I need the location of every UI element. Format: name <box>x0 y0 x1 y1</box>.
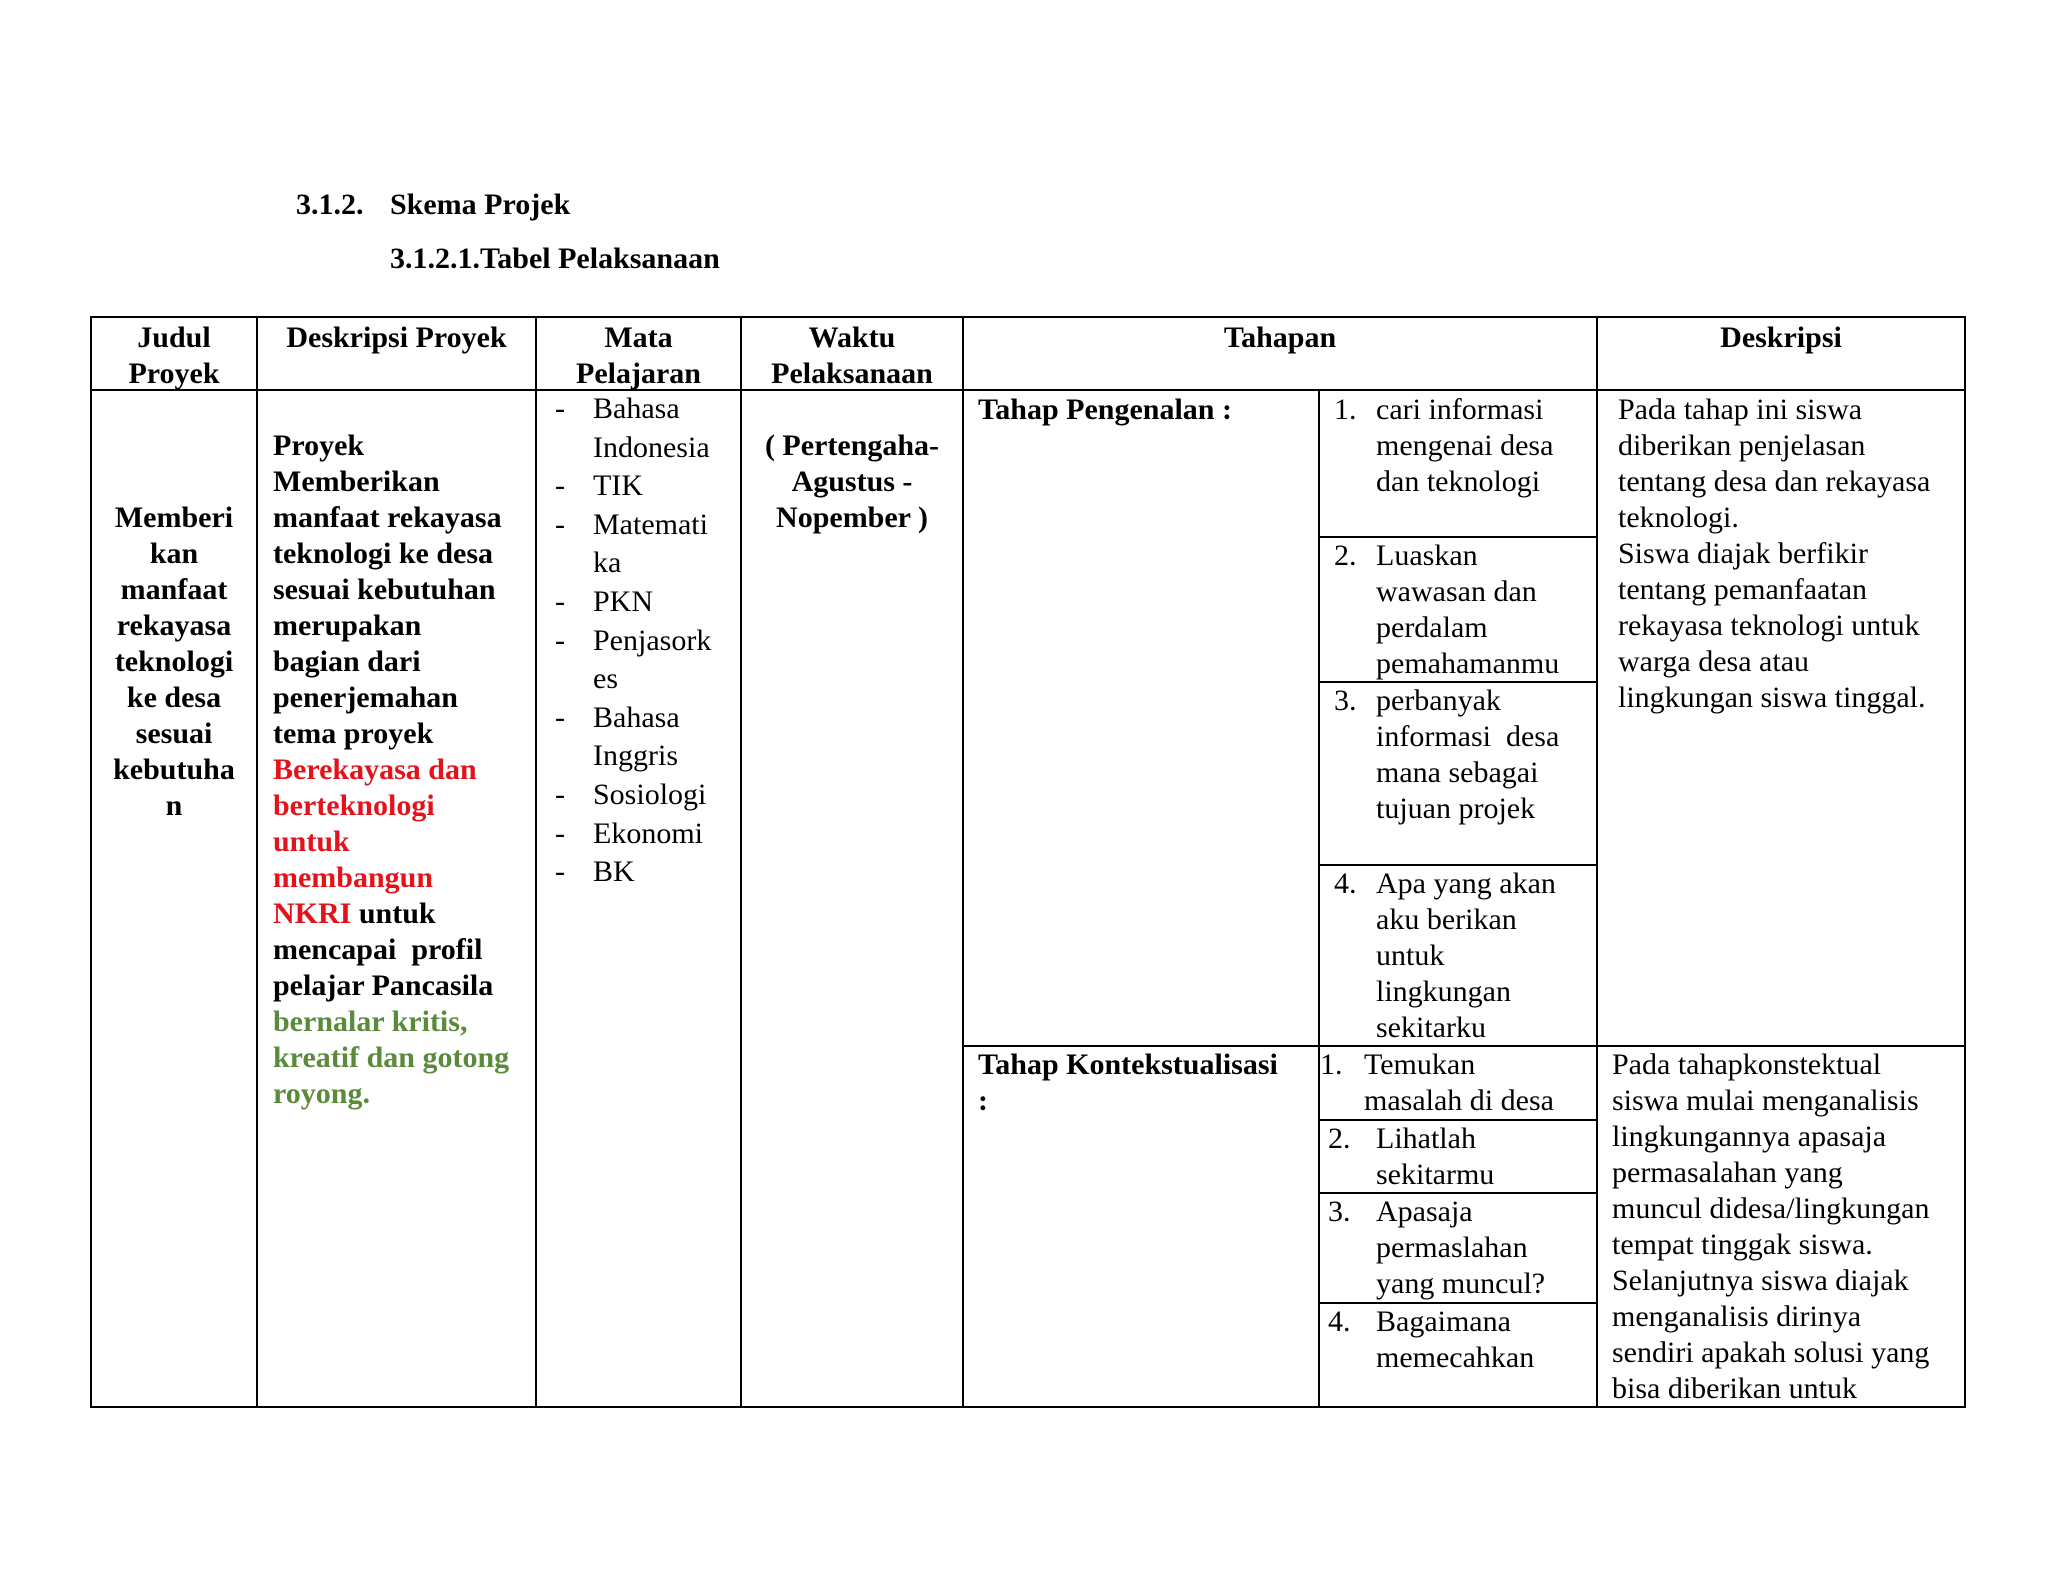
step-number: 1. <box>1320 1048 1343 1081</box>
list-item <box>555 776 735 815</box>
deskripsi-line: Selanjutnya siswa diajak <box>1612 1264 1909 1297</box>
step-text: aku berikan <box>1376 903 1517 936</box>
judul-line: kebutuha <box>113 753 235 786</box>
deskripsi-line: pelajar Pancasila <box>273 969 494 1002</box>
deskripsi-proyek-cell <box>273 428 535 1112</box>
deskripsi-line: rekayasa teknologi untuk <box>1618 609 1920 642</box>
theme-line: berteknologi <box>273 789 435 822</box>
deskripsi-line: muncul didesa/lingkungan <box>1612 1192 1930 1225</box>
step-text: tujuan projek <box>1376 792 1536 825</box>
deskripsi-line: warga desa atau <box>1618 645 1810 678</box>
subject-text: BK <box>593 855 635 889</box>
step-text: masalah di desa <box>1364 1084 1554 1117</box>
header-tahapan: Tahapan <box>1223 321 1337 354</box>
deskripsi-line: sesuai kebutuhan <box>273 573 496 606</box>
step-number: 2. <box>1328 1122 1351 1155</box>
step-item <box>1328 1121 1494 1193</box>
table-border-left <box>90 316 92 1408</box>
judul-line: sesuai <box>135 717 213 750</box>
list-item <box>555 583 735 622</box>
dash: - <box>555 777 565 811</box>
step-text: perbanyak <box>1376 684 1501 717</box>
deskripsi-line: lingkungan siswa tinggal. <box>1618 681 1926 714</box>
judul-line: rekayasa <box>116 609 232 642</box>
step-text: pemahamanmu <box>1376 647 1560 680</box>
step-item <box>1334 683 1559 827</box>
list-item <box>555 699 735 776</box>
step-text: lingkungan <box>1376 975 1511 1008</box>
section-heading <box>296 188 570 222</box>
col-divider <box>962 316 964 1408</box>
deskripsi-line: mencapai profil <box>273 933 483 966</box>
theme-line: Berekayasa dan <box>273 753 477 786</box>
judul-line: n <box>165 789 183 822</box>
col-divider <box>256 316 258 1408</box>
step-text: informasi desa <box>1376 720 1560 753</box>
step-text: wawasan dan <box>1376 575 1537 608</box>
section-title: Skema Projek <box>390 188 571 221</box>
dash: - <box>555 700 565 734</box>
deskripsi-line: sendiri apakah solusi yang <box>1612 1336 1930 1369</box>
dash: - <box>555 816 565 850</box>
waktu-line: ( Pertengaha- <box>764 429 940 462</box>
deskripsi-line: tentang desa dan rekayasa <box>1618 465 1931 498</box>
judul-proyek-cell <box>92 500 256 824</box>
untuk-text: untuk <box>351 897 436 930</box>
tahap-pengenalan-label: Tahap Pengenalan : <box>978 393 1232 426</box>
step-item <box>1334 392 1553 500</box>
header-text: Pelajaran <box>576 357 701 390</box>
deskripsi-line: Proyek <box>273 429 365 462</box>
subject-text: Penjasork <box>593 623 712 657</box>
step-text: dan teknologi <box>1376 465 1541 498</box>
step-text: sekitarku <box>1376 1011 1486 1044</box>
judul-line: kan <box>149 537 199 570</box>
profile-line: royong. <box>273 1077 370 1110</box>
waktu-line: Agustus - <box>791 465 913 498</box>
step-item <box>1328 1194 1545 1302</box>
profile-line: bernalar kritis, <box>273 1005 468 1038</box>
theme-line: membangun <box>273 861 434 894</box>
step-number: 2. <box>1334 539 1357 572</box>
list-item <box>555 467 735 506</box>
subject-text: Indonesia <box>593 430 710 464</box>
step-number: 4. <box>1328 1305 1351 1338</box>
judul-line: manfaat <box>120 573 228 606</box>
header-judul-proyek <box>92 320 256 392</box>
step-text: yang muncul? <box>1376 1267 1546 1300</box>
subject-text: ka <box>593 546 622 580</box>
header-text: Mata <box>604 321 673 354</box>
list-item <box>555 506 735 583</box>
deskripsi-line: diberikan penjelasan <box>1618 429 1866 462</box>
mata-pelajaran-list <box>555 390 735 892</box>
step-text: perdalam <box>1376 611 1488 644</box>
subject-text: Bahasa <box>593 700 680 734</box>
list-item <box>555 390 735 467</box>
nkri-text: NKRI <box>273 897 352 930</box>
step-number: 1. <box>1334 393 1357 426</box>
subject-text: Ekonomi <box>593 816 703 850</box>
col-divider <box>1596 316 1598 1408</box>
deskripsi-line: bisa diberikan untuk <box>1612 1372 1857 1405</box>
dash: - <box>555 855 565 889</box>
tahap-kontekstualisasi-deskripsi <box>1612 1047 1962 1407</box>
waktu-line: Nopember ) <box>776 501 928 534</box>
step-item <box>1334 538 1559 682</box>
deskripsi-line: tema proyek <box>273 717 434 750</box>
dash: - <box>555 507 565 541</box>
deskripsi-line: penerjemahan <box>273 681 458 714</box>
judul-line: ke desa <box>126 681 222 714</box>
profile-line: kreatif dan gotong <box>273 1041 510 1074</box>
list-item <box>555 853 735 892</box>
header-divider <box>90 389 1966 391</box>
subject-text: Inggris <box>593 739 678 773</box>
dash: - <box>555 584 565 618</box>
list-item <box>555 622 735 699</box>
subject-text: es <box>593 662 618 696</box>
step-text: Temukan <box>1364 1048 1476 1081</box>
header-text: Judul <box>137 321 211 354</box>
subject-text: Matemati <box>593 507 708 541</box>
deskripsi-line: merupakan <box>273 609 422 642</box>
table-border-right <box>1964 316 1966 1408</box>
subsection-heading: 3.1.2.1.Tabel Pelaksanaan <box>390 242 720 275</box>
step-text: mana sebagai <box>1376 756 1539 789</box>
subject-text: Sosiologi <box>593 777 707 811</box>
step-item <box>1328 1304 1534 1376</box>
tahap-pengenalan-deskripsi <box>1618 392 1962 716</box>
step-item <box>1320 1047 1554 1119</box>
header-deskripsi-proyek: Deskripsi Proyek <box>286 321 507 354</box>
deskripsi-line: tentang pemanfaatan <box>1618 573 1868 606</box>
header-mata-pelajaran <box>537 320 740 392</box>
deskripsi-line: bagian dari <box>273 645 421 678</box>
theme-line: untuk <box>273 825 350 858</box>
col-divider <box>535 316 537 1408</box>
tahap-kontekstualisasi-label <box>978 1047 1316 1119</box>
step-text: Apasaja <box>1376 1195 1473 1228</box>
step-text: cari informasi <box>1376 393 1544 426</box>
subject-text: Bahasa <box>593 392 680 425</box>
dash: - <box>555 392 565 425</box>
tahap-label-text: Tahap Kontekstualisasi <box>978 1048 1278 1081</box>
deskripsi-line: lingkungannya apasaja <box>1612 1120 1887 1153</box>
list-item <box>555 815 735 854</box>
deskripsi-line: Pada tahap ini siswa <box>1618 393 1863 426</box>
step-number: 3. <box>1328 1195 1351 1228</box>
step-text: Luaskan <box>1376 539 1478 572</box>
deskripsi-line: siswa mulai menganalisis <box>1612 1084 1919 1117</box>
section-number: 3.1.2. <box>296 188 364 221</box>
step-text: Bagaimana <box>1376 1305 1511 1338</box>
header-deskripsi: Deskripsi <box>1720 321 1842 354</box>
step-text: Lihatlah <box>1376 1122 1476 1155</box>
deskripsi-line: teknologi ke desa <box>273 537 494 570</box>
tahap-label-text: : <box>978 1084 988 1117</box>
step-item <box>1334 866 1556 1046</box>
deskripsi-line: teknologi. <box>1618 501 1739 534</box>
subject-text: PKN <box>593 584 654 618</box>
step-text: memecahkan <box>1376 1341 1535 1374</box>
deskripsi-line: Siswa diajak berfikir <box>1618 537 1868 570</box>
deskripsi-line: Memberikan <box>273 465 440 498</box>
step-number: 3. <box>1334 684 1357 717</box>
col-divider <box>1318 389 1320 1408</box>
waktu-pelaksanaan-cell <box>742 428 962 536</box>
table-border-top <box>90 316 1966 318</box>
header-text: Waktu <box>808 321 896 354</box>
deskripsi-line: permasalahan yang <box>1612 1156 1843 1189</box>
deskripsi-line: Pada tahapkonstektual <box>1612 1048 1882 1081</box>
step-text: untuk <box>1376 939 1445 972</box>
deskripsi-line: manfaat rekayasa <box>273 501 502 534</box>
judul-line: teknologi <box>114 645 234 678</box>
deskripsi-line: menganalisis dirinya <box>1612 1300 1862 1333</box>
dash: - <box>555 623 565 657</box>
header-text: Pelaksanaan <box>771 357 933 390</box>
dash: - <box>555 469 565 503</box>
deskripsi-line: tempat tinggak siswa. <box>1612 1228 1873 1261</box>
step-text: Apa yang akan <box>1376 867 1556 900</box>
step-number: 4. <box>1334 867 1357 900</box>
nkri-line <box>273 896 535 932</box>
subject-text: TIK <box>593 469 643 503</box>
header-text: Proyek <box>128 357 220 390</box>
header-waktu-pelaksanaan <box>742 320 962 392</box>
step-text: sekitarmu <box>1376 1158 1495 1191</box>
step-text: permaslahan <box>1376 1231 1528 1264</box>
judul-line: Memberi <box>114 501 234 534</box>
step-text: mengenai desa <box>1376 429 1554 462</box>
